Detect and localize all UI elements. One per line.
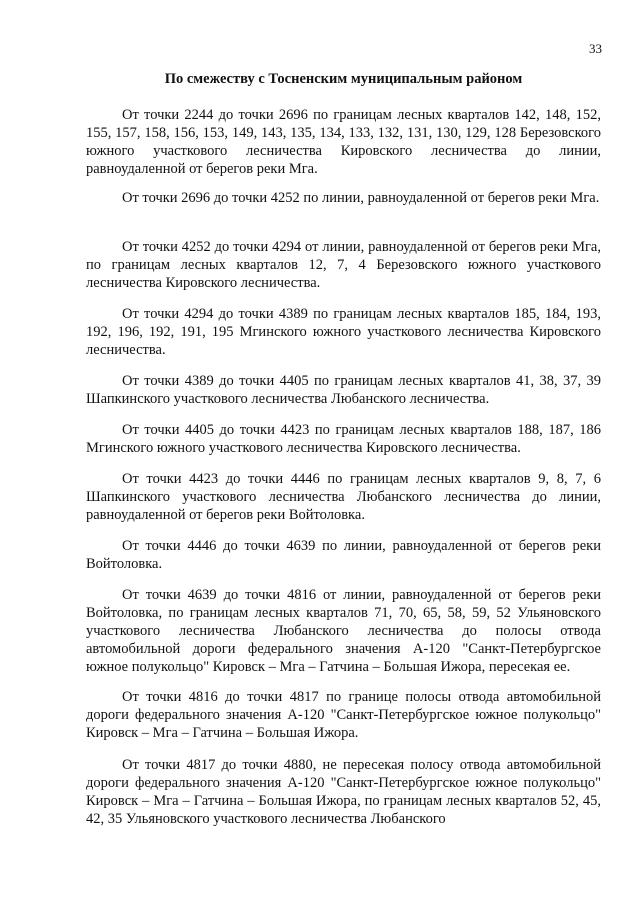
- paragraph: От точки 4405 до точки 4423 по границам лесных кварталов 188, 187, 186 Мгинского южного участкового лесничества Кировского лесничества.: [86, 422, 601, 456]
- page-number: 33: [589, 41, 602, 56]
- paragraph: От точки 4389 до точки 4405 по границам лесных кварталов 41, 38, 37, 39 Шапкинского участкового лесничества Любанского лесничества.: [86, 373, 601, 407]
- paragraph: От точки 4816 до точки 4817 по границе полосы отвода автомобильной дороги федерального значения А-120 "Санкт-Петербургское южное полукольцо" Кировск – Мга – Гатчина – Большая Ижора.: [86, 689, 601, 741]
- paragraph: От точки 4423 до точки 4446 по границам лесных кварталов 9, 8, 7, 6 Шапкинского участкового лесничества Любанского лесничества до линии, равноудаленной от берегов реки Войтоловка.: [86, 471, 601, 523]
- paragraph: От точки 4446 до точки 4639 по линии, равноудаленной от берегов реки Войтоловка.: [86, 538, 601, 572]
- paragraph: От точки 2244 до точки 2696 по границам лесных кварталов 142, 148, 152, 155, 157, 158, 156, 153, 149, 143, 135, 134, 133, 132, 131, 130, 129, 128 Березовского южного участкового лесничества Кировского лесничества до линии, равноудаленной от берегов реки Мга.: [86, 107, 601, 177]
- paragraph: От точки 4639 до точки 4816 от линии, равноудаленной от берегов реки Войтоловка, по границам лесных кварталов 71, 70, 65, 58, 59, 52 Ульяновского участкового лесничества Любанского лесничества до полосы отвода автомобильной дороги федерального значения А-120 "Санкт-Петербургское южное полукольцо" Кировск – Мга – Гатчина – Большая Ижора, пересекая ее.: [86, 587, 601, 675]
- paragraph: От точки 4252 до точки 4294 от линии, равноудаленной от берегов реки Мга, по границам лесных кварталов 12, 7, 4 Березовского южного участкового лесничества Кировского лесничества.: [86, 239, 601, 291]
- section-heading: По смежеству с Тосненским муниципальным районом: [164, 71, 523, 87]
- paragraph: От точки 4294 до точки 4389 по границам лесных кварталов 185, 184, 193, 192, 196, 192, 191, 195 Мгинского южного участкового лесничества Кировского лесничества.: [86, 306, 601, 358]
- paragraph: От точки 2696 до точки 4252 по линии, равноудаленной от берегов реки Мга.: [122, 190, 600, 206]
- paragraph: От точки 4817 до точки 4880, не пересекая полосу отвода автомобильной дороги федерального значения А-120 "Санкт-Петербургское южное полукольцо" Кировск – Мга – Гатчина – Большая Ижора, по границам лесных кварталов 52, 45, 42, 35 Ульяновского участкового лесничества Любанского: [86, 757, 601, 827]
